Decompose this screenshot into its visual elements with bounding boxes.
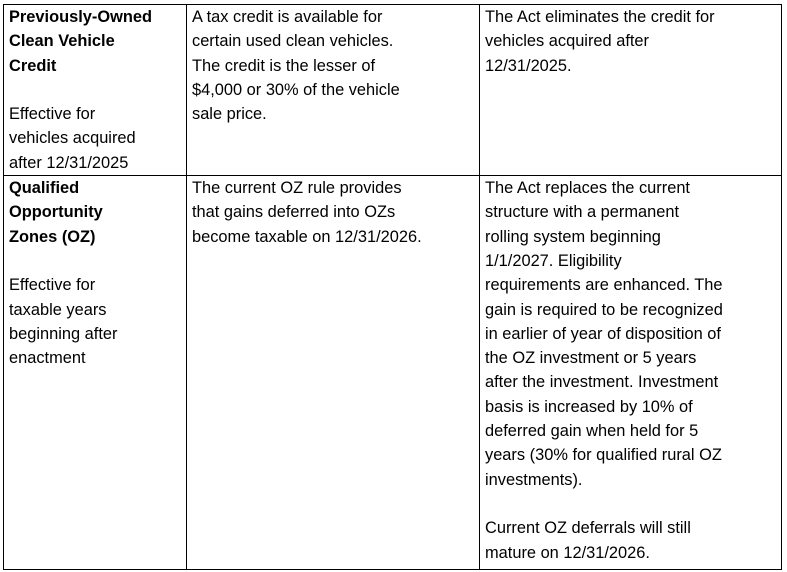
act-change-cell: The Act eliminates the credit for vehicles acquired after 12/31/2025. xyxy=(480,5,782,176)
provision-cell xyxy=(4,5,187,176)
current-law-cell: The current OZ rule provides that gains deferred into OZs become taxable on 12/31/2026. xyxy=(187,176,480,570)
provision-effective-date: Effective for vehicles acquired after 12/31/2025 xyxy=(9,105,136,172)
provision-title: Qualified Opportunity Zones (OZ) xyxy=(9,179,103,246)
provision-cell xyxy=(4,176,187,570)
table-row xyxy=(4,176,782,570)
provision-title: Previously-Owned Clean Vehicle Credit xyxy=(9,8,153,75)
provision-effective-date: Effective for taxable years beginning after enactment xyxy=(9,276,118,368)
provisions-table xyxy=(3,4,782,570)
act-change-cell: The Act replaces the current structure with a permanent rolling system beginning 1/1/2027. Eligibility requirements are enhanced. The gain is required to be recognized in earlier of year of disposition of the OZ investment or 5 years after the investment. Investment basis is increased by 10% of deferred gain when held for 5 years (30% for qualified rural OZ investments). Current OZ deferrals will still mature on 12/31/2026. xyxy=(480,176,782,570)
current-law-cell: A tax credit is available for certain used clean vehicles. The credit is the lesser of $4,000 or 30% of the vehicle sale price. xyxy=(187,5,480,176)
table-row xyxy=(4,5,782,176)
act-change-note: Current OZ deferrals will still mature on 12/31/2026. xyxy=(485,519,691,562)
